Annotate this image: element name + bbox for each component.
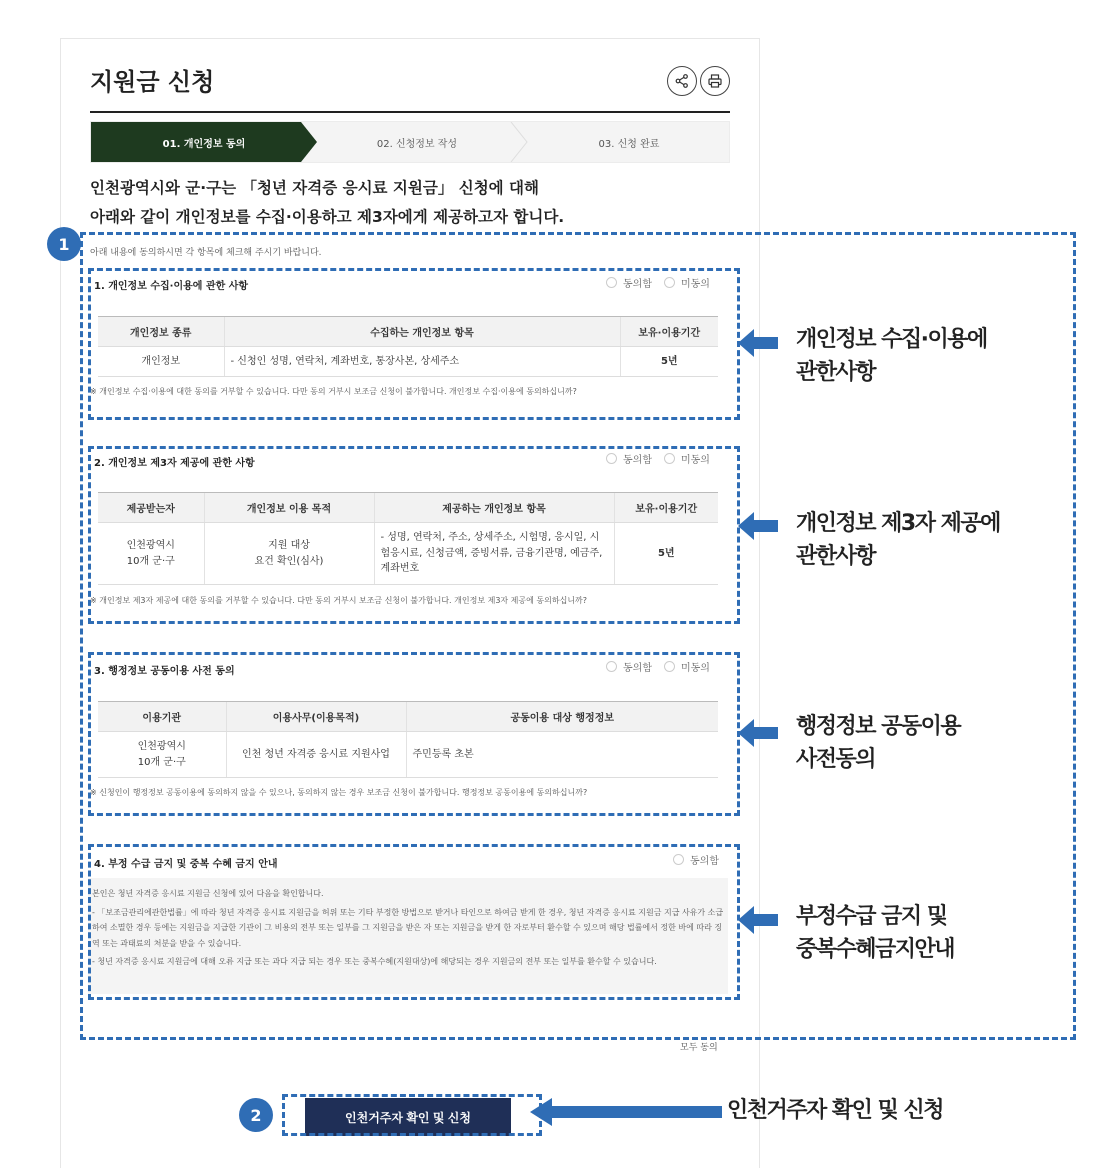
callout-section4 bbox=[796, 900, 954, 966]
step-2: 02. 신청정보 작성 bbox=[376, 138, 458, 150]
table-cell: 인천 청년 자격증 응시료 지원사업 bbox=[226, 732, 406, 778]
section1-note: ※ 개인정보 수집·이용에 대한 동의를 거부할 수 있습니다. 다만 동의 거부시 보조금 신청이 불가합니다. 개인정보 수집·이용에 동의하십니까? bbox=[90, 387, 577, 396]
table-header: 개인정보 이용 목적 bbox=[204, 493, 374, 523]
print-icon bbox=[707, 73, 723, 89]
annotation-box-section2 bbox=[88, 446, 740, 624]
step-indicator bbox=[90, 121, 730, 163]
callout-line: 관한사항 bbox=[796, 544, 876, 569]
arrow-left-icon bbox=[738, 717, 778, 749]
step-1: 01. 개인정보 동의 bbox=[162, 138, 246, 150]
table-header: 이용기관 bbox=[98, 702, 226, 732]
page-title: 지원금 신청 bbox=[90, 68, 215, 96]
callout-section2 bbox=[796, 507, 1000, 573]
step-3: 03. 신청 완료 bbox=[598, 138, 660, 150]
intro-line-2: 아래와 같이 개인정보를 수집·이용하고 제3자에게 제공하고자 합니다. bbox=[90, 208, 565, 226]
callout-line: 행정정보 공동이용 bbox=[796, 714, 961, 739]
share-button[interactable] bbox=[667, 66, 697, 96]
radio-label: 동의함 bbox=[623, 455, 652, 466]
section3-note: ※ 신청인이 행정정보 공동이용에 동의하지 않을 수 있으나, 동의하지 않는 경우 보조금 신청이 불가합니다. 행정정보 공동이용에 동의하십니까? bbox=[90, 788, 588, 797]
table-header: 개인정보 종류 bbox=[98, 317, 224, 347]
submit-button[interactable]: 인천거주자 확인 및 신청 bbox=[305, 1098, 511, 1136]
consent-hint: 아래 내용에 동의하시면 각 항목에 체크해 주시기 바랍니다. bbox=[90, 248, 322, 258]
arrow-left-icon bbox=[738, 327, 778, 359]
table-header: 제공하는 개인정보 항목 bbox=[374, 493, 614, 523]
callout-line: 사전동의 bbox=[796, 747, 876, 772]
print-button[interactable] bbox=[700, 66, 730, 96]
radio-label: 동의함 bbox=[690, 856, 719, 867]
table-header: 수집하는 개인정보 항목 bbox=[224, 317, 620, 347]
table-cell: 개인정보 bbox=[98, 347, 224, 377]
share-icon bbox=[674, 73, 690, 89]
callout-line: 관한사항 bbox=[796, 360, 876, 385]
table-header: 이용사무(이용목적) bbox=[226, 702, 406, 732]
callout-line: 개인정보 제3자 제공에 bbox=[796, 511, 1000, 536]
section2-title: 2. 개인정보 제3자 제공에 관한 사항 bbox=[94, 458, 255, 469]
annotation-badge: 1 bbox=[47, 227, 81, 261]
table-header: 공동이용 대상 행정정보 bbox=[406, 702, 718, 732]
annotation-box-section1 bbox=[88, 268, 740, 420]
table-cell: 인천광역시 10개 군·구 bbox=[98, 523, 204, 585]
section3-title: 3. 행정정보 공동이용 사전 동의 bbox=[94, 666, 235, 677]
arrow-left-icon bbox=[530, 1097, 722, 1127]
section1-title: 1. 개인정보 수집·이용에 관한 사항 bbox=[94, 281, 249, 292]
table-header: 보유·이용기간 bbox=[620, 317, 718, 347]
radio-label: 미동의 bbox=[680, 663, 710, 674]
notice-paragraph: - 「보조금관리에관한법률」에 따라 청년 자격증 응시료 지원금을 허위 또는 기타 부정한 방법으로 받거나 타인으로 하여금 받게 한 경우, 청년 자격증 응시료 지원금 지급 사유가 소급하여 소멸한 경우 등에는 지원금을 지급한 기관이 그 비용의 전부 또는 일부를 그 지원금을 받은 자 또는 지원금을 받게 한 자로부터 환수할 수 있으며 해당 법률에서 정한 바에 따라 징역 또는 과태료의 처분을 받을 수 있습니다. bbox=[92, 907, 724, 948]
radio-label: 동의함 bbox=[623, 663, 652, 674]
table-header: 보유·이용기간 bbox=[614, 493, 718, 523]
annotation-box-section3 bbox=[88, 652, 740, 816]
annotation-badge: 2 bbox=[239, 1098, 273, 1132]
all-agree-checkbox[interactable]: 모두 동의 bbox=[680, 1043, 718, 1053]
arrow-left-icon bbox=[738, 904, 778, 936]
table-header: 제공받는자 bbox=[98, 493, 204, 523]
section4-title: 4. 부정 수급 금지 및 중복 수혜 금지 안내 bbox=[94, 859, 278, 870]
intro-line-1: 인천광역시와 군·구는 「청년 자격증 응시료 지원금」 신청에 대해 bbox=[90, 179, 539, 197]
callout-section3 bbox=[796, 710, 960, 776]
notice-paragraph: - 청년 자격증 응시료 지원금에 대해 오류 지급 또는 과다 지급 되는 경우 또는 중복수혜(지원대상)에 해당되는 경우 지원금의 전부 또는 일부를 환수할 수 있습니다. bbox=[92, 957, 657, 967]
radio-label: 동의함 bbox=[623, 279, 652, 290]
title-divider bbox=[90, 111, 730, 113]
table-cell: 주민등록 초본 bbox=[406, 732, 718, 778]
callout-line: 개인정보 수집·이용에 bbox=[796, 327, 987, 352]
callout-section1 bbox=[796, 323, 987, 389]
table-cell: 5년 bbox=[614, 523, 718, 585]
callout-submit: 인천거주자 확인 및 신청 bbox=[727, 1098, 943, 1123]
radio-label: 미동의 bbox=[680, 455, 710, 466]
radio-label: 미동의 bbox=[680, 279, 710, 290]
table-cell: - 성명, 연락처, 주소, 상세주소, 시험명, 응시일, 시험응시료, 신청금액, 증빙서류, 금융기관명, 예금주, 계좌번호 bbox=[374, 523, 614, 585]
callout-line: 중복수혜금지안내 bbox=[796, 937, 955, 962]
callout-line: 부정수급 금지 및 bbox=[796, 904, 947, 929]
table-cell: 지원 대상 요건 확인(심사) bbox=[204, 523, 374, 585]
annotation-box-submit bbox=[282, 1094, 542, 1136]
arrow-left-icon bbox=[738, 510, 778, 542]
table-cell: 5년 bbox=[620, 347, 718, 377]
notice-paragraph: 본인은 청년 자격증 응시료 지원금 신청에 있어 다음을 확인합니다. bbox=[92, 889, 324, 898]
table-cell: 인천광역시 10개 군·구 bbox=[98, 732, 226, 778]
section2-note: ※ 개인정보 제3자 제공에 대한 동의를 거부할 수 있습니다. 다만 동의 거부시 보조금 신청이 불가합니다. 개인정보 제3자 제공에 동의하십니까? bbox=[90, 596, 588, 605]
table-cell: - 신청인 성명, 연락처, 계좌번호, 통장사본, 상세주소 bbox=[224, 347, 620, 377]
annotation-box-section4 bbox=[88, 844, 740, 1000]
